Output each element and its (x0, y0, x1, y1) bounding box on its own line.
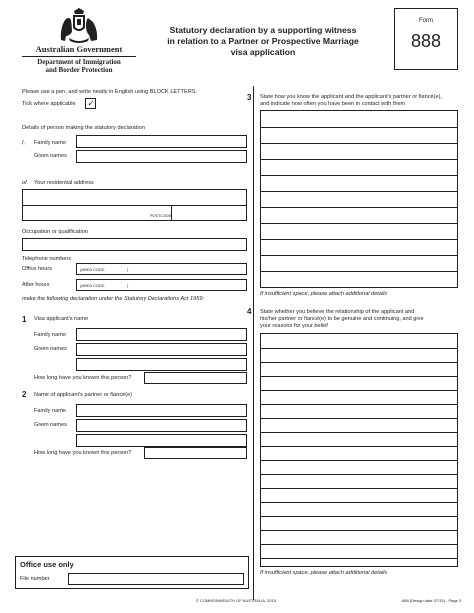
question-4-text-line3: your reasons for your belief (260, 323, 328, 329)
question-1-title: Visa applicant's name (34, 316, 89, 322)
q2-given-names-field[interactable] (76, 419, 247, 432)
q2-given-names-label: Given names (34, 422, 67, 428)
after-hours-phone-field[interactable] (76, 279, 247, 291)
form-number: 888 (410, 31, 442, 51)
department-name-line1: Department of Immigration (37, 58, 121, 66)
question-4-text-line2: his/her partner or fiancé(e) to be genuine and continuing, and give (260, 316, 424, 322)
q2-how-long-label: How long have you known this person? (34, 450, 132, 456)
area-code-close: ) (127, 267, 129, 272)
page-info-text: 888 (Design date 07/15) - Page 3 (402, 598, 462, 603)
q1-how-long-field[interactable] (144, 372, 247, 384)
form-title-line1: Statutory declaration by a supporting witness (169, 25, 357, 35)
question-4-note: If insufficient space, please attach additional details (260, 570, 388, 576)
declaration-statement: make the following declaration under the Statutory Declarations Act 1959: (22, 296, 205, 302)
header-divider (22, 56, 136, 57)
q1-family-name-label: Family name (34, 332, 67, 338)
q1-given-names-field-2[interactable] (76, 358, 247, 371)
q2-given-names-field-2[interactable] (76, 434, 247, 447)
question-1-number: 1 (22, 315, 27, 324)
form-number-box (394, 8, 458, 70)
area-code-label: (AREA CODE (80, 283, 105, 288)
file-number-field[interactable] (68, 573, 244, 585)
column-divider (253, 86, 254, 600)
question-3-text-line1: State how you know the applicant and the applicant's partner or fiancé(e), (260, 94, 443, 100)
q1-given-names-label: Given names (34, 346, 67, 352)
q2-family-name-field[interactable] (76, 404, 247, 417)
declarant-given-names-field[interactable] (76, 150, 247, 163)
instruction-text: Please use a pen, and write neatly in English using BLOCK LETTERS. (22, 89, 198, 95)
question-3-number: 3 (247, 93, 252, 102)
q1-how-long-label: How long have you known this person? (34, 375, 132, 381)
question-3-text-line2: and indicate how often you have been in contact with them (260, 101, 406, 107)
question-2-number: 2 (22, 390, 27, 399)
question-4-answer-area[interactable] (260, 333, 458, 567)
form-label: Form (419, 18, 433, 24)
question-3-note: If insufficient space, please attach additional details (260, 291, 388, 297)
area-code-close: ) (127, 283, 129, 288)
office-use-title: Office use only (20, 560, 74, 569)
tick-example-box (85, 98, 96, 109)
copyright-text: © COMMONWEALTH OF AUSTRALIA, 2015 (196, 598, 276, 603)
occupation-label: Occupation or qualification (22, 229, 88, 235)
q2-family-name-label: Family name (34, 408, 67, 414)
file-number-label: File number (20, 576, 50, 582)
government-name: Australian Government (35, 44, 123, 54)
question-2-title: Name of applicant's partner or fiancé(e) (34, 392, 133, 398)
office-hours-phone-field[interactable] (76, 263, 247, 275)
address-label: Your residential address (34, 180, 94, 186)
i-label: I, (22, 140, 26, 146)
question-4-text-line1: State whether you believe the relationship of the applicant and (260, 309, 415, 315)
form-title-line2: in relation to a Partner or Prospective Marriage (167, 36, 359, 46)
q2-how-long-field[interactable] (144, 447, 247, 459)
office-hours-label: Office hours (22, 266, 53, 272)
form-title-line3: visa application (230, 47, 296, 57)
q1-family-name-field[interactable] (76, 328, 247, 341)
tick-label: Tick where applicable (22, 101, 76, 107)
declarant-family-name-label: Family name (34, 140, 67, 146)
telephone-label: Telephone numbers (22, 256, 72, 262)
tick-mark: ✓ (87, 98, 95, 109)
q1-given-names-field[interactable] (76, 343, 247, 356)
occupation-field[interactable] (22, 238, 247, 251)
postcode-label: POSTCODE (150, 214, 172, 218)
declarant-family-name-field[interactable] (76, 135, 247, 148)
declarant-heading: Details of person making the statutory declaration (22, 125, 145, 131)
of-label: of (22, 180, 27, 186)
question-3-answer-area[interactable] (260, 110, 458, 288)
declarant-given-names-label: Given names (34, 153, 67, 159)
after-hours-label: After hours (22, 282, 50, 288)
question-4-number: 4 (247, 307, 252, 316)
area-code-label: (AREA CODE (80, 267, 105, 272)
residential-address-field[interactable] (22, 189, 247, 221)
department-name-line2: and Border Protection (45, 66, 113, 74)
office-use-panel (15, 556, 249, 589)
coat-of-arms-logo (57, 8, 101, 44)
